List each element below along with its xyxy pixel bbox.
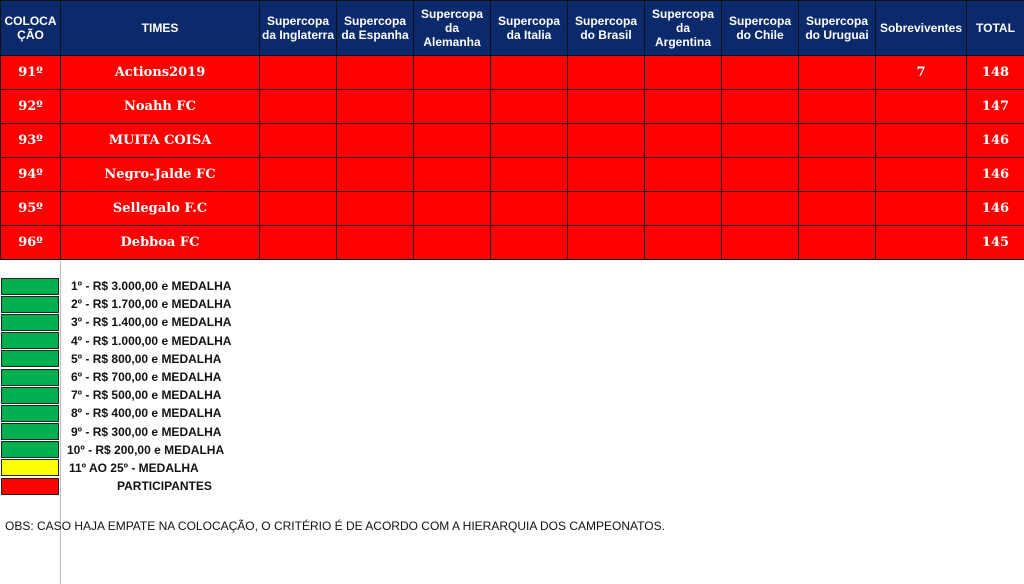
team-name-cell: Actions2019 bbox=[61, 56, 260, 90]
legend-label: 3º - R$ 1.400,00 e MEDALHA bbox=[71, 315, 232, 330]
legend-swatch bbox=[1, 278, 59, 295]
supercopa-alemanha-cell bbox=[414, 124, 491, 158]
supercopa-argentina-cell bbox=[645, 124, 722, 158]
supercopa-italia-cell bbox=[491, 192, 568, 226]
supercopa-inglaterra-cell bbox=[260, 158, 337, 192]
legend-label: 4º - R$ 1.000,00 e MEDALHA bbox=[71, 333, 232, 348]
legend-item bbox=[1, 459, 231, 477]
legend-label: 9º - R$ 300,00 e MEDALHA bbox=[71, 424, 222, 439]
ranking-body bbox=[1, 56, 1024, 260]
table-row bbox=[1, 158, 1024, 192]
legend-item bbox=[1, 332, 231, 350]
supercopa-chile-cell bbox=[722, 192, 799, 226]
supercopa-chile-cell bbox=[722, 158, 799, 192]
legend-swatch bbox=[1, 387, 59, 404]
supercopa-italia-cell bbox=[491, 226, 568, 260]
supercopa-italia-cell bbox=[491, 124, 568, 158]
legend-item bbox=[1, 313, 231, 331]
supercopa-italia-cell bbox=[491, 56, 568, 90]
supercopa-inglaterra-cell bbox=[260, 192, 337, 226]
total-cell: 147 bbox=[967, 90, 1024, 124]
supercopa-chile-cell bbox=[722, 124, 799, 158]
legend-swatch bbox=[1, 459, 59, 476]
supercopa-alemanha-cell bbox=[414, 192, 491, 226]
legend-swatch bbox=[1, 478, 59, 495]
total-cell: 146 bbox=[967, 158, 1024, 192]
header-supercopa-inglaterra: Supercopa da Inglaterra bbox=[260, 1, 337, 56]
supercopa-brasil-cell bbox=[568, 158, 645, 192]
total-cell: 146 bbox=[967, 192, 1024, 226]
legend-item bbox=[1, 404, 231, 422]
legend-label: 11º AO 25º - MEDALHA bbox=[69, 460, 199, 475]
sobreviventes-cell bbox=[876, 226, 967, 260]
team-name-cell: MUITA COISA bbox=[61, 124, 260, 158]
supercopa-uruguai-cell bbox=[799, 158, 876, 192]
legend-item bbox=[1, 386, 231, 404]
legend-swatch bbox=[1, 296, 59, 313]
supercopa-espanha-cell bbox=[337, 56, 414, 90]
legend-item bbox=[1, 350, 231, 368]
legend-swatch bbox=[1, 405, 59, 422]
supercopa-argentina-cell bbox=[645, 90, 722, 124]
header-total: TOTAL bbox=[967, 1, 1024, 56]
sobreviventes-cell bbox=[876, 192, 967, 226]
team-name-cell: Debboa FC bbox=[61, 226, 260, 260]
sobreviventes-cell bbox=[876, 124, 967, 158]
supercopa-inglaterra-cell bbox=[260, 124, 337, 158]
header-supercopa-argentina: Supercopa da Argentina bbox=[645, 1, 722, 56]
supercopa-alemanha-cell bbox=[414, 226, 491, 260]
supercopa-argentina-cell bbox=[645, 158, 722, 192]
legend-label: 7º - R$ 500,00 e MEDALHA bbox=[71, 388, 222, 403]
supercopa-alemanha-cell bbox=[414, 56, 491, 90]
legend-swatch bbox=[1, 350, 59, 367]
supercopa-inglaterra-cell bbox=[260, 90, 337, 124]
supercopa-brasil-cell bbox=[568, 90, 645, 124]
supercopa-inglaterra-cell bbox=[260, 226, 337, 260]
total-cell: 146 bbox=[967, 124, 1024, 158]
header-colocacao: COLOCA ÇÃO bbox=[1, 1, 61, 56]
legend-label: 6º - R$ 700,00 e MEDALHA bbox=[71, 370, 222, 385]
position-cell: 93º bbox=[1, 124, 61, 158]
table-row bbox=[1, 124, 1024, 158]
position-cell: 96º bbox=[1, 226, 61, 260]
supercopa-espanha-cell bbox=[337, 158, 414, 192]
legend-label: 10º - R$ 200,00 e MEDALHA bbox=[67, 442, 225, 457]
supercopa-brasil-cell bbox=[568, 56, 645, 90]
total-cell: 145 bbox=[967, 226, 1024, 260]
legend-item bbox=[1, 277, 231, 295]
table-row bbox=[1, 90, 1024, 124]
sobreviventes-cell: 7 bbox=[876, 56, 967, 90]
header-supercopa-espanha: Supercopa da Espanha bbox=[337, 1, 414, 56]
legend-item bbox=[1, 295, 231, 313]
supercopa-alemanha-cell bbox=[414, 90, 491, 124]
team-name-cell: Noahh FC bbox=[61, 90, 260, 124]
supercopa-espanha-cell bbox=[337, 90, 414, 124]
legend-item bbox=[1, 477, 231, 495]
supercopa-argentina-cell bbox=[645, 226, 722, 260]
position-cell: 95º bbox=[1, 192, 61, 226]
supercopa-uruguai-cell bbox=[799, 226, 876, 260]
supercopa-brasil-cell bbox=[568, 226, 645, 260]
team-name-cell: Negro-Jalde FC bbox=[61, 158, 260, 192]
supercopa-chile-cell bbox=[722, 226, 799, 260]
supercopa-italia-cell bbox=[491, 158, 568, 192]
header-sobreviventes: Sobreviventes bbox=[876, 1, 967, 56]
legend-label: 1º - R$ 3.000,00 e MEDALHA bbox=[71, 279, 232, 294]
table-row bbox=[1, 192, 1024, 226]
header-supercopa-chile: Supercopa do Chile bbox=[722, 1, 799, 56]
supercopa-espanha-cell bbox=[337, 226, 414, 260]
position-cell: 91º bbox=[1, 56, 61, 90]
team-name-cell: Sellegalo F.C bbox=[61, 192, 260, 226]
legend-label: 8º - R$ 400,00 e MEDALHA bbox=[71, 406, 222, 421]
position-cell: 94º bbox=[1, 158, 61, 192]
obs-note: OBS: CASO HAJA EMPATE NA COLOCAÇÃO, O CRITÉRIO É DE ACORDO COM A HIERARQUIA DOS CAMPEONATOS. bbox=[5, 519, 665, 533]
supercopa-uruguai-cell bbox=[799, 56, 876, 90]
header-supercopa-uruguai: Supercopa do Uruguai bbox=[799, 1, 876, 56]
legend-swatch bbox=[1, 423, 59, 440]
total-cell: 148 bbox=[967, 56, 1024, 90]
supercopa-uruguai-cell bbox=[799, 90, 876, 124]
position-cell: 92º bbox=[1, 90, 61, 124]
supercopa-chile-cell bbox=[722, 56, 799, 90]
legend-swatch bbox=[1, 441, 59, 458]
table-row bbox=[1, 56, 1024, 90]
legend-label: 2º - R$ 1.700,00 e MEDALHA bbox=[71, 297, 232, 312]
supercopa-espanha-cell bbox=[337, 192, 414, 226]
table-row bbox=[1, 226, 1024, 260]
supercopa-italia-cell bbox=[491, 90, 568, 124]
legend-swatch bbox=[1, 314, 59, 331]
header-supercopa-brasil: Supercopa do Brasil bbox=[568, 1, 645, 56]
legend-item bbox=[1, 441, 231, 459]
supercopa-argentina-cell bbox=[645, 192, 722, 226]
supercopa-uruguai-cell bbox=[799, 192, 876, 226]
supercopa-alemanha-cell bbox=[414, 158, 491, 192]
legend-swatch bbox=[1, 369, 59, 386]
supercopa-espanha-cell bbox=[337, 124, 414, 158]
prize-legend bbox=[1, 277, 231, 495]
sobreviventes-cell bbox=[876, 158, 967, 192]
sobreviventes-cell bbox=[876, 90, 967, 124]
supercopa-chile-cell bbox=[722, 90, 799, 124]
header-supercopa-italia: Supercopa da Italia bbox=[491, 1, 568, 56]
supercopa-brasil-cell bbox=[568, 124, 645, 158]
supercopa-brasil-cell bbox=[568, 192, 645, 226]
legend-swatch bbox=[1, 332, 59, 349]
legend-label: 5º - R$ 800,00 e MEDALHA bbox=[71, 351, 222, 366]
header-row bbox=[1, 1, 1024, 56]
ranking-table bbox=[0, 0, 1024, 260]
header-supercopa-alemanha: Supercopa da Alemanha bbox=[414, 1, 491, 56]
legend-item bbox=[1, 368, 231, 386]
header-times: TIMES bbox=[61, 1, 260, 56]
supercopa-argentina-cell bbox=[645, 56, 722, 90]
legend-item bbox=[1, 423, 231, 441]
supercopa-uruguai-cell bbox=[799, 124, 876, 158]
supercopa-inglaterra-cell bbox=[260, 56, 337, 90]
legend-label: PARTICIPANTES bbox=[117, 479, 212, 494]
